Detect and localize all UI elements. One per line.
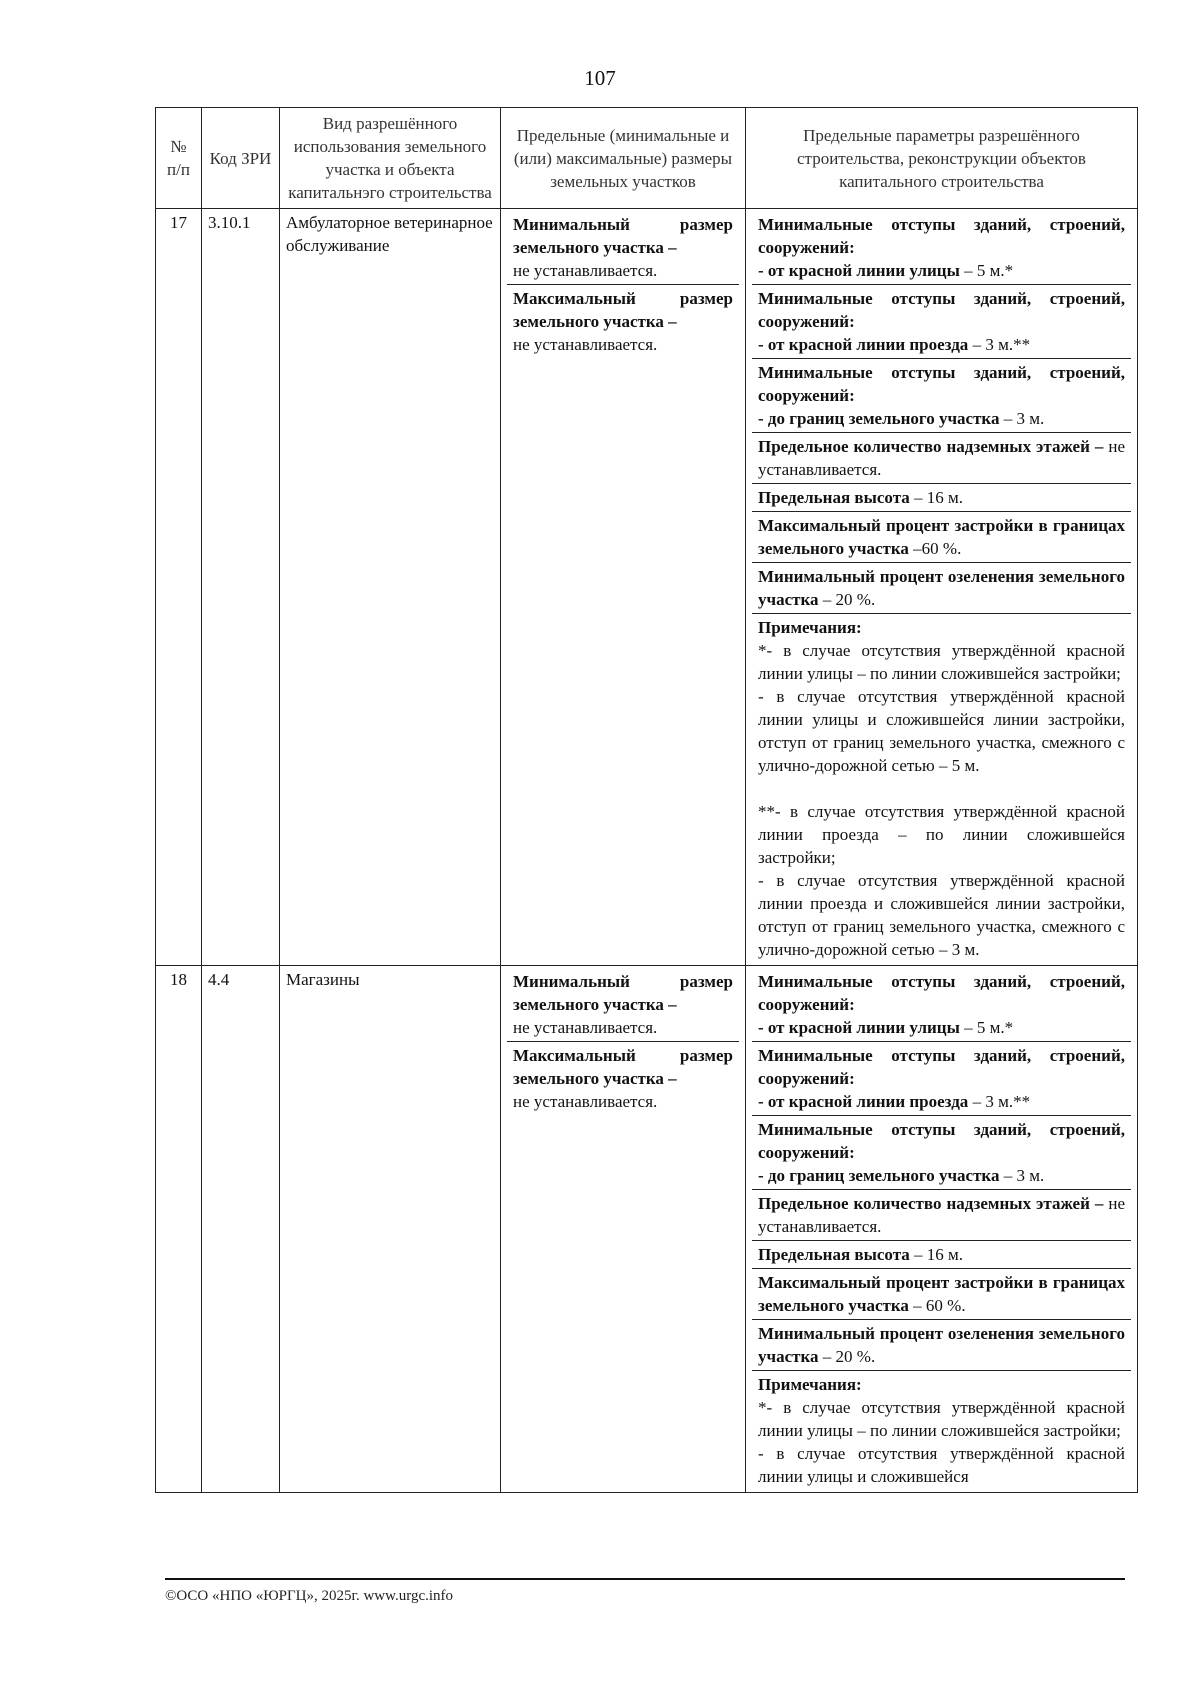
param-label: Максимальный процент застройки в границах земельного участка: [758, 1273, 1125, 1315]
note-item: *- в случае отсутствия утверждённой красной линии улицы – по линии сложившейся застройки;: [758, 1398, 1125, 1440]
param-line-label: - от красной линии проезда: [758, 1092, 969, 1111]
param-setback-boundary: [752, 1116, 1131, 1190]
note-item: *- в случае отсутствия утверждённой красной линии улицы – по линии сложившейся застройки;: [758, 641, 1125, 683]
param-value: – 3 м.: [999, 409, 1045, 428]
param-line-label: - до границ земельного участка: [758, 409, 1000, 428]
param-value: – 3 м.**: [968, 335, 1031, 354]
note-item: - в случае отсутствия утверждённой красной линии проезда и сложившейся линии застройки, отступ от границ земельного участка, смежного с улично-дорожной сетью – 3 м.: [758, 871, 1125, 959]
min-size-value: не устанавливается.: [513, 261, 658, 280]
header-num: № п/п: [156, 108, 202, 209]
param-value: –60 %.: [908, 539, 962, 558]
row-sizes: [501, 209, 746, 966]
param-label: Минимальные отступы зданий, строений, сооружений:: [758, 972, 1125, 1014]
param-label: Предельная высота: [758, 1245, 910, 1264]
min-size-value: не устанавливается.: [513, 1018, 658, 1037]
param-setback-boundary: [752, 359, 1131, 433]
max-size-cell: [507, 1042, 739, 1115]
param-value: – 60 %.: [908, 1296, 966, 1315]
min-size-cell: [507, 968, 739, 1042]
min-size-cell: [507, 211, 739, 285]
param-line-label: - от красной линии улицы: [758, 261, 960, 280]
param-label: Минимальные отступы зданий, строений, сооружений:: [758, 1046, 1125, 1088]
min-size-label: Минимальный размер земельного участка –: [513, 972, 733, 1014]
table-row: [156, 209, 1138, 966]
param-coverage: [752, 1269, 1131, 1320]
param-value: – 20 %.: [818, 590, 876, 609]
row-params: [746, 966, 1138, 1493]
param-value: – 5 м.*: [959, 261, 1014, 280]
footer-divider: [165, 1578, 1125, 1580]
max-size-value: не устанавливается.: [513, 335, 658, 354]
param-label: Минимальные отступы зданий, строений, сооружений:: [758, 363, 1125, 405]
param-label: Минимальный процент озеленения земельного участка: [758, 567, 1125, 609]
row-type: Амбулаторное ветеринарное обслуживание: [280, 209, 501, 966]
param-label: Предельное количество надземных этажей –: [758, 437, 1104, 456]
row-type: Магазины: [280, 966, 501, 1493]
table-header-row: [156, 108, 1138, 209]
page-number: 107: [584, 66, 616, 90]
param-line-label: - от красной линии проезда: [758, 335, 969, 354]
header-type: Вид разрешённого использования земельного участка и объекта капитальнэго строительства: [280, 108, 501, 209]
row-params: [746, 209, 1138, 966]
row-num: 17: [156, 209, 202, 966]
note-item: - в случае отсутствия утверждённой красной линии улицы и сложившейся линии застройки, отступ от границ земельного участка, смежного с улично-дорожной сетью – 5 м.: [758, 687, 1125, 775]
param-floors: [752, 1190, 1131, 1241]
row-code: 4.4: [202, 966, 280, 1493]
param-floors: [752, 433, 1131, 484]
param-label: Минимальные отступы зданий, строений, сооружений:: [758, 289, 1125, 331]
notes-title: Примечания:: [758, 1375, 862, 1394]
param-value: не устанавливается.: [758, 437, 1125, 479]
zoning-parameters-table: [155, 107, 1138, 1493]
param-label: Минимальные отступы зданий, строений, сооружений:: [758, 215, 1125, 257]
row-sizes: [501, 966, 746, 1493]
param-label: Минимальный процент озеленения земельного участка: [758, 1324, 1125, 1366]
min-size-label: Минимальный размер земельного участка –: [513, 215, 733, 257]
note-item: - в случае отсутствия утверждённой красной линии улицы и сложившейся: [758, 1444, 1125, 1486]
max-size-cell: [507, 285, 739, 358]
notes-title: Примечания:: [758, 618, 862, 637]
param-coverage: [752, 512, 1131, 563]
row-code: 3.10.1: [202, 209, 280, 966]
param-line-label: - до границ земельного участка: [758, 1166, 1000, 1185]
max-size-label: Максимальный размер земельного участка –: [513, 1046, 733, 1088]
param-setback-street: [752, 968, 1131, 1042]
param-value: – 3 м.: [999, 1166, 1045, 1185]
row-num: 18: [156, 966, 202, 1493]
param-value: – 16 м.: [909, 1245, 964, 1264]
table-row: [156, 966, 1138, 1493]
param-height: [752, 1241, 1131, 1269]
header-params: Предельные параметры разрешённого строительства, реконструкции объектов капитального строительства: [746, 108, 1138, 209]
param-setback-driveway: [752, 285, 1131, 359]
param-height: [752, 484, 1131, 512]
param-label: Предельная высота: [758, 488, 910, 507]
param-greening: [752, 1320, 1131, 1371]
header-sizes: Предельные (минимальные и (или) максимальные) размеры земельных участков: [501, 108, 746, 209]
param-label: Максимальный процент застройки в границах земельного участка: [758, 516, 1125, 558]
header-code: Код ЗРИ: [202, 108, 280, 209]
param-greening: [752, 563, 1131, 614]
param-value: не устанавливается.: [758, 1194, 1125, 1236]
param-setback-driveway: [752, 1042, 1131, 1116]
param-value: – 3 м.**: [968, 1092, 1031, 1111]
notes: [752, 1371, 1131, 1490]
note-item: **- в случае отсутствия утверждённой красной линии проезда – по линии сложившейся застройки;: [758, 802, 1125, 867]
param-label: Минимальные отступы зданий, строений, сооружений:: [758, 1120, 1125, 1162]
footer-copyright: ©ОСО «НПО «ЮРГЦ», 2025г. www.urgc.info: [165, 1588, 454, 1604]
param-value: – 16 м.: [909, 488, 964, 507]
param-setback-street: [752, 211, 1131, 285]
param-label: Предельное количество надземных этажей –: [758, 1194, 1104, 1213]
param-value: – 20 %.: [818, 1347, 876, 1366]
param-value: – 5 м.*: [959, 1018, 1014, 1037]
param-line-label: - от красной линии улицы: [758, 1018, 960, 1037]
max-size-value: не устанавливается.: [513, 1092, 658, 1111]
notes: [752, 614, 1131, 963]
max-size-label: Максимальный размер земельного участка –: [513, 289, 733, 331]
